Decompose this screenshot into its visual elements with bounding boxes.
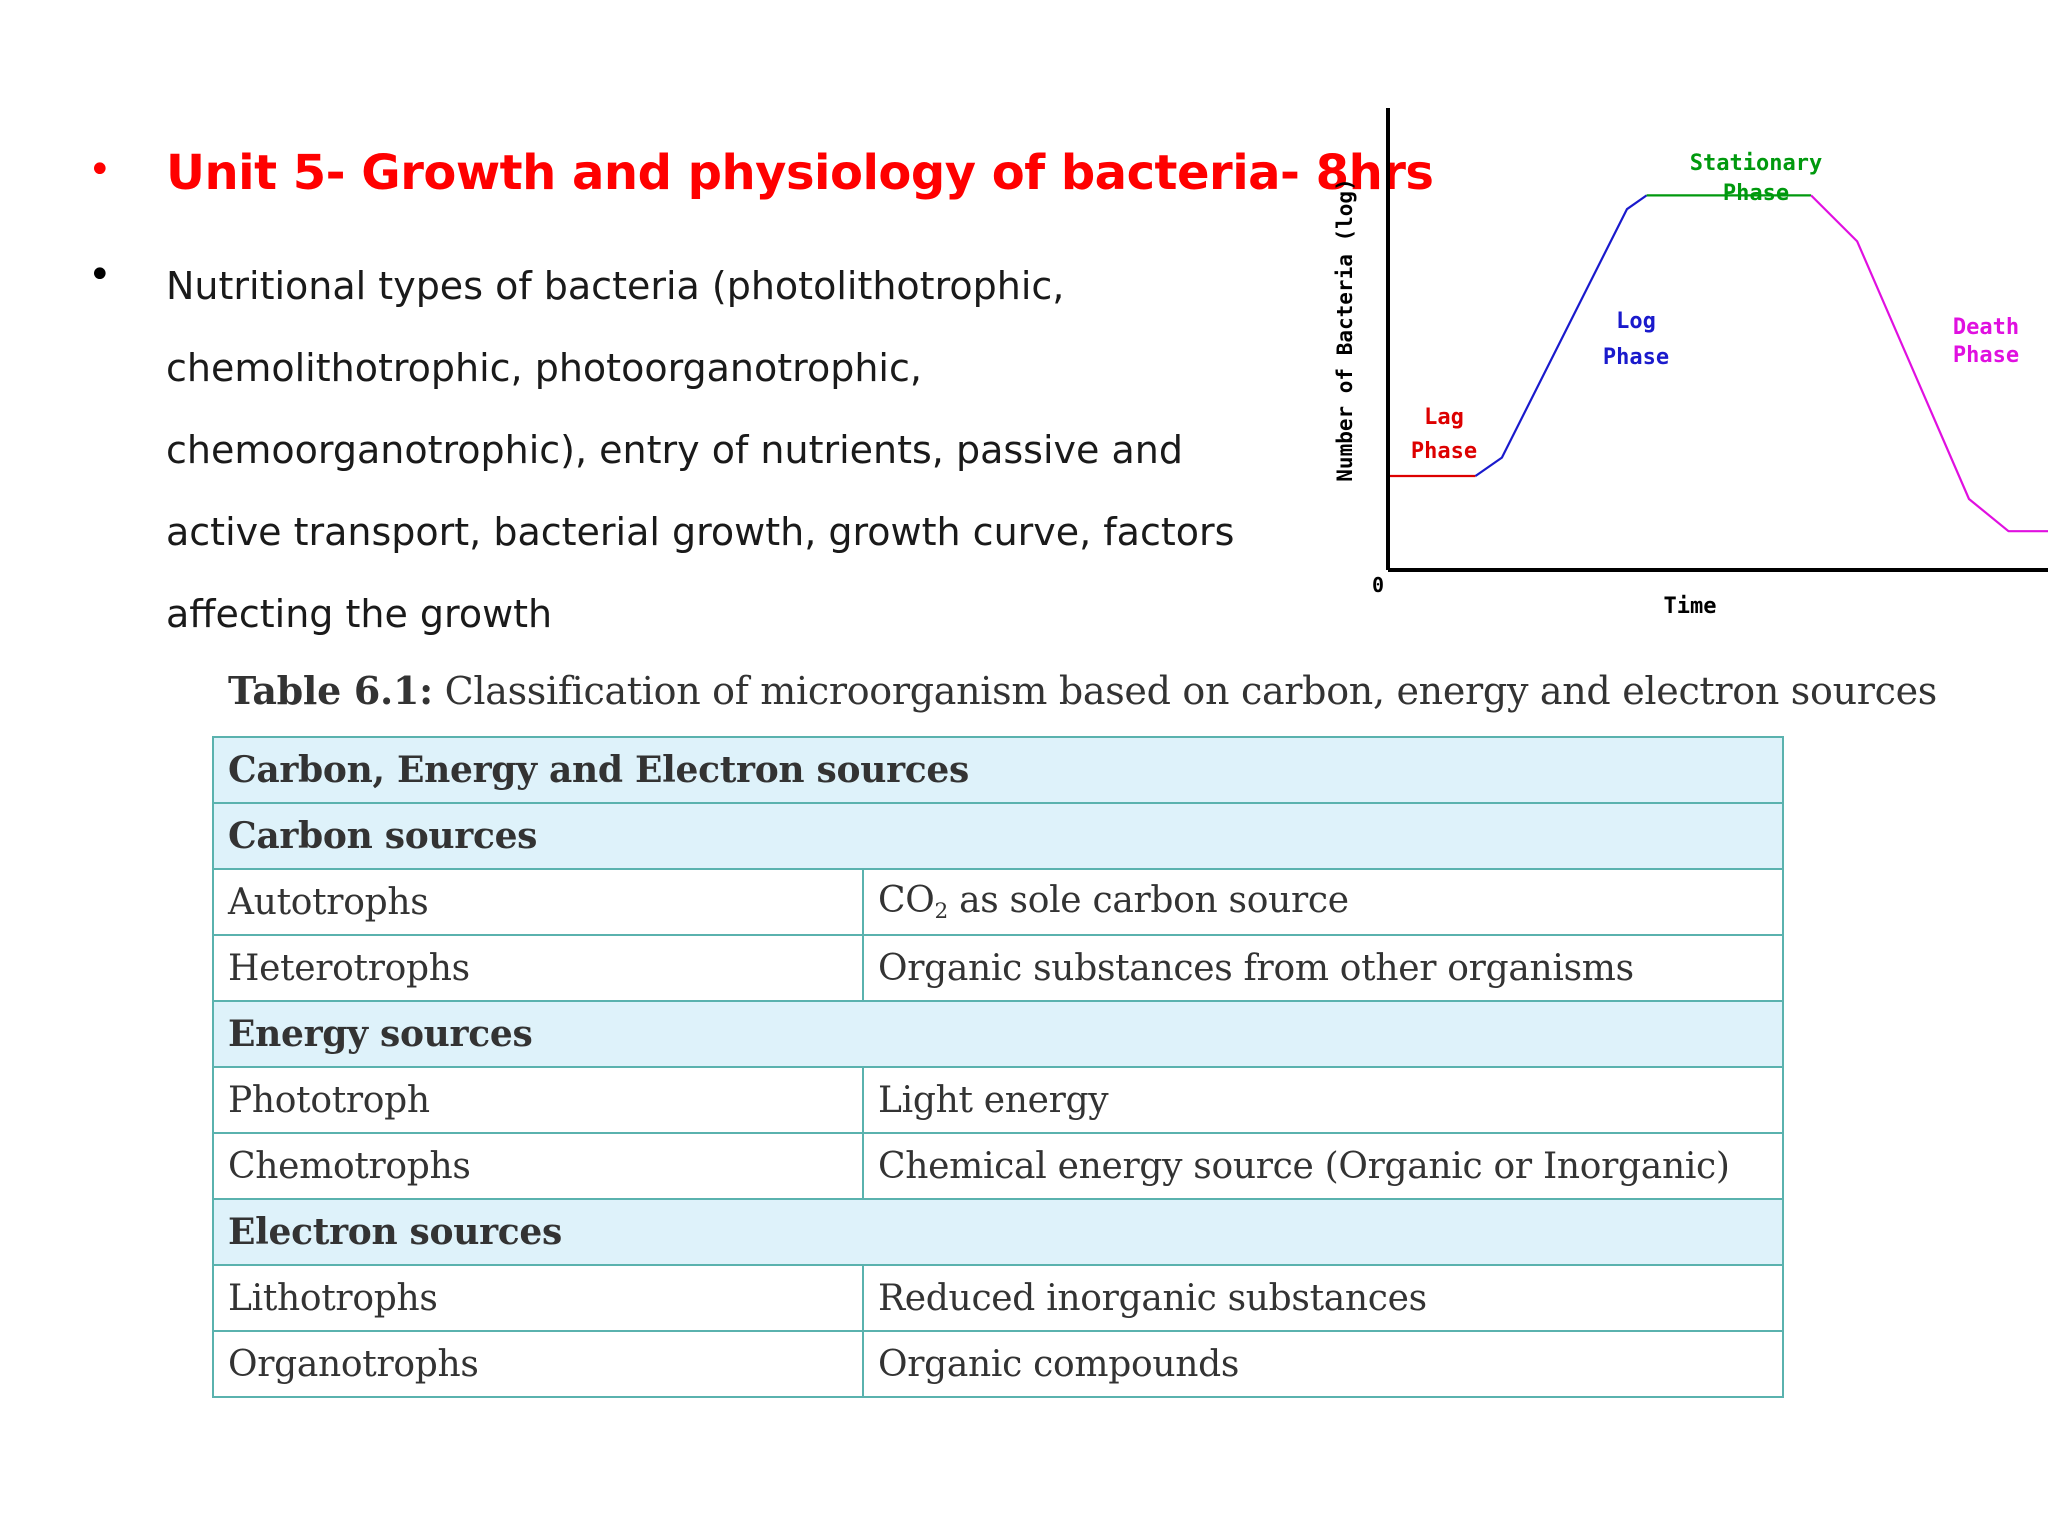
lag-phase-label: Lag bbox=[1424, 405, 1464, 430]
term-cell: Organotrophs bbox=[213, 1331, 863, 1397]
stationary-phase-label: Stationary bbox=[1689, 151, 1823, 176]
section-title-electron: Electron sources bbox=[213, 1199, 1783, 1265]
table-row bbox=[213, 1331, 1783, 1397]
description-cell: Organic compounds bbox=[863, 1331, 1783, 1397]
co2-formula: CO bbox=[878, 880, 935, 921]
unit-title: Unit 5- Growth and physiology of bacteria- 8hrs bbox=[166, 145, 1434, 201]
bullet-icon: • bbox=[88, 147, 112, 193]
log-phase-line bbox=[1476, 195, 1647, 476]
table-caption-label: Table 6.1: bbox=[228, 668, 433, 713]
section-title-carbon: Carbon sources bbox=[213, 803, 1783, 869]
table-row bbox=[213, 1133, 1783, 1199]
section-title-energy: Energy sources bbox=[213, 1001, 1783, 1067]
table-row bbox=[213, 1265, 1783, 1331]
log-phase-label: Phase bbox=[1602, 345, 1670, 370]
death-phase-label: Death bbox=[1952, 315, 2020, 340]
table-row bbox=[213, 869, 1783, 935]
section-row-carbon bbox=[213, 803, 1783, 869]
classification-table bbox=[212, 736, 1784, 1398]
term-cell: Chemotrophs bbox=[213, 1133, 863, 1199]
description-cell: Light energy bbox=[863, 1067, 1783, 1133]
description-text: as sole carbon source bbox=[947, 880, 1349, 921]
description-cell: Organic substances from other organisms bbox=[863, 935, 1783, 1001]
table-row bbox=[213, 1067, 1783, 1133]
stationary-phase-label: Phase bbox=[1722, 181, 1790, 206]
table-caption-text: Classification of microorganism based on carbon, energy and electron sources bbox=[444, 669, 1937, 713]
description-cell bbox=[863, 869, 1783, 935]
term-cell: Autotrophs bbox=[213, 869, 863, 935]
description-cell: Reduced inorganic substances bbox=[863, 1265, 1783, 1331]
section-row-electron bbox=[213, 1199, 1783, 1265]
table-header: Carbon, Energy and Electron sources bbox=[213, 737, 1783, 803]
table-caption bbox=[228, 668, 1937, 713]
term-cell: Heterotrophs bbox=[213, 935, 863, 1001]
curve-group bbox=[1390, 195, 2048, 531]
log-phase-label: Log bbox=[1616, 309, 1656, 334]
co2-subscript: 2 bbox=[934, 899, 948, 924]
growth-curve-chart bbox=[1320, 90, 2048, 650]
phase-labels bbox=[1411, 151, 2019, 464]
description-cell: Chemical energy source (Organic or Inorganic) bbox=[863, 1133, 1783, 1199]
term-cell: Lithotrophs bbox=[213, 1265, 863, 1331]
x-axis-label: Time bbox=[1663, 594, 1717, 619]
y-axis-label: Number of Bacteria (log) bbox=[1333, 178, 1357, 482]
death-phase-label: Phase bbox=[1952, 343, 2020, 368]
syllabus-topics: Nutritional types of bacteria (photolithotrophic, chemolithotrophic, photoorganotrophic, chemoorganotrophic), entry of nutrients, passive and active transport, bacterial growth, growth curve, factors affecting the growth bbox=[166, 264, 1235, 636]
table-header-row bbox=[213, 737, 1783, 803]
origin-label: 0 bbox=[1371, 573, 1385, 597]
table-row bbox=[213, 935, 1783, 1001]
lag-phase-label: Phase bbox=[1410, 439, 1478, 464]
section-row-energy bbox=[213, 1001, 1783, 1067]
bullet-icon: • bbox=[88, 252, 112, 298]
term-cell: Phototroph bbox=[213, 1067, 863, 1133]
